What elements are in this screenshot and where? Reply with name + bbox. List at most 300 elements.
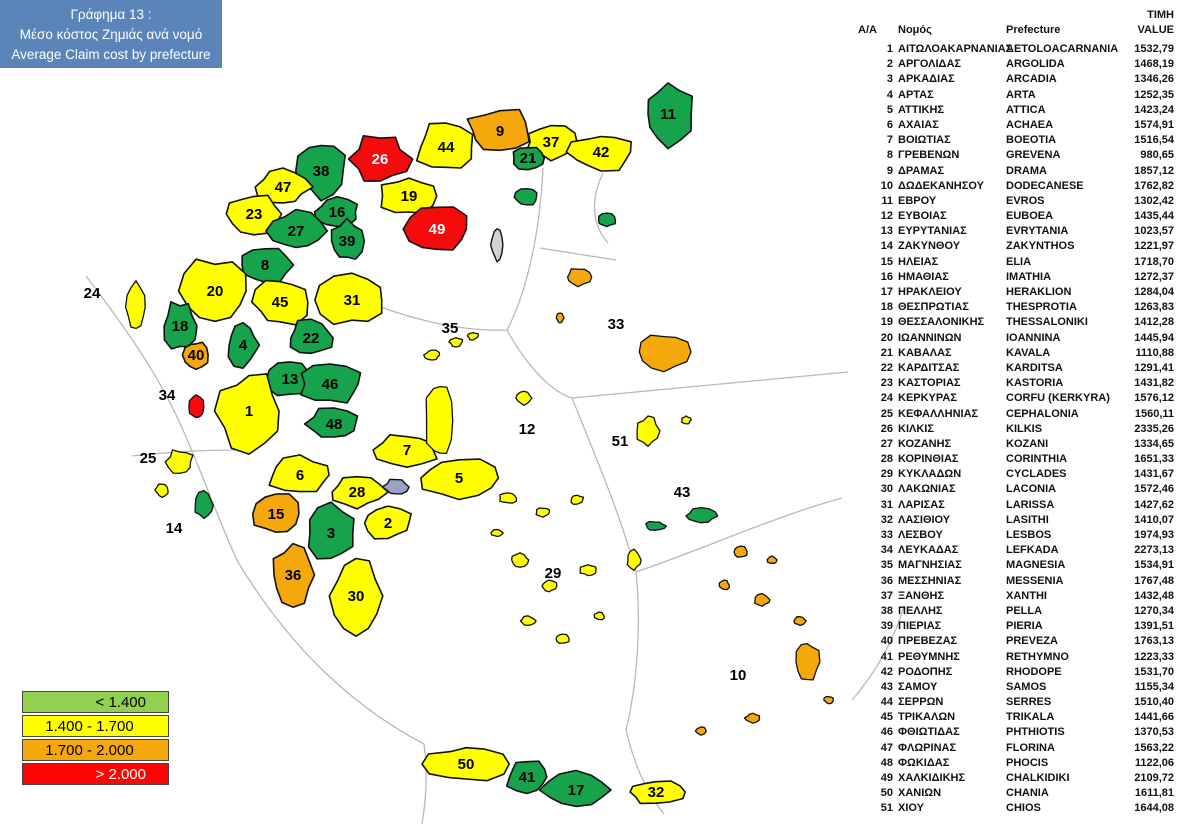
table-cell: 30 bbox=[880, 483, 893, 496]
table-cell: ΠΡΕΒΕΖΑΣ bbox=[898, 635, 958, 648]
table-row bbox=[858, 650, 1174, 665]
island-region-34 bbox=[189, 395, 204, 418]
table-cell: 45 bbox=[880, 711, 893, 724]
table-cell: 16 bbox=[880, 270, 893, 283]
table-row bbox=[858, 361, 1174, 376]
table-cell: ΚΑΣΤΟΡΙΑΣ bbox=[898, 377, 961, 390]
table-row bbox=[858, 255, 1174, 270]
table-cell: ΑΡΓΟΛΙΔΑΣ bbox=[898, 58, 961, 71]
table-cell: 1431,67 bbox=[1134, 468, 1174, 481]
table-cell: PIERIA bbox=[1006, 620, 1043, 633]
region-label-39: 39 bbox=[338, 233, 356, 250]
table-row bbox=[858, 331, 1174, 346]
table-row bbox=[858, 133, 1174, 148]
table-cell: 7 bbox=[886, 134, 893, 147]
table-cell: BOEOTIA bbox=[1006, 134, 1057, 147]
table-cell: ΤΡΙΚΑΛΩΝ bbox=[898, 711, 956, 724]
region-label-8: 8 bbox=[260, 257, 270, 274]
table-cell: 1302,42 bbox=[1134, 194, 1174, 207]
table-cell: PHTHIOTIS bbox=[1006, 726, 1065, 739]
table-cell: EUBOEA bbox=[1006, 210, 1054, 223]
table-cell: ΚΟΡΙΝΘΙΑΣ bbox=[898, 453, 959, 466]
table-cell: KAVALA bbox=[1006, 346, 1051, 359]
table-cell: 35 bbox=[880, 559, 893, 572]
region-label-36: 36 bbox=[284, 567, 302, 584]
island-region-33 bbox=[556, 313, 564, 323]
table-cell: 1391,51 bbox=[1134, 620, 1174, 633]
table-row bbox=[858, 300, 1174, 315]
table-cell: ΧΙΟΥ bbox=[898, 802, 924, 815]
table-cell: 26 bbox=[880, 422, 893, 435]
table-cell: EVRYTANIA bbox=[1006, 225, 1069, 238]
table-cell: ΡΕΘΥΜΝΗΣ bbox=[898, 650, 960, 663]
table-cell: 17 bbox=[880, 286, 893, 298]
table-cell: PHOCIS bbox=[1006, 756, 1049, 769]
table-cell: ΚΕΦΑΛΛΗΝΙΑΣ bbox=[898, 407, 979, 420]
table-row bbox=[858, 695, 1174, 710]
table-row bbox=[858, 710, 1174, 725]
table-row bbox=[858, 482, 1174, 497]
table-cell: 14 bbox=[880, 240, 893, 253]
table-header bbox=[858, 23, 1174, 38]
region-label-30: 30 bbox=[347, 588, 365, 605]
table-cell: ΔΡΑΜΑΣ bbox=[898, 164, 945, 177]
table-cell: ΣΑΜΟΥ bbox=[898, 680, 938, 693]
table-row bbox=[858, 665, 1174, 680]
table-cell: EVROS bbox=[1006, 194, 1045, 207]
table-row bbox=[858, 589, 1174, 604]
table-cell: 1284,04 bbox=[1134, 286, 1174, 298]
table-row bbox=[858, 315, 1174, 330]
table-cell: 1334,65 bbox=[1134, 437, 1174, 450]
table-cell: ΕΥΡΥΤΑΝΙΑΣ bbox=[898, 225, 967, 238]
table-row bbox=[858, 346, 1174, 361]
table-cell: LARISSA bbox=[1006, 498, 1055, 511]
legend-item: 1.700 - 2.000 bbox=[22, 739, 169, 761]
table-row bbox=[858, 209, 1174, 224]
table-cell: ΠΙΕΡΙΑΣ bbox=[898, 620, 942, 633]
island-region-51 bbox=[682, 416, 692, 424]
table-cell: KASTORIA bbox=[1006, 377, 1064, 390]
table-cell: 43 bbox=[880, 680, 893, 693]
table-cell: ΜΕΣΣΗΝΙΑΣ bbox=[898, 574, 962, 587]
island-region-29 bbox=[512, 553, 529, 567]
region-label-48: 48 bbox=[325, 416, 343, 433]
table-cell: ΓΡΕΒΕΝΩΝ bbox=[898, 149, 960, 162]
prefecture-table-body bbox=[858, 42, 1174, 817]
table-row bbox=[858, 528, 1174, 543]
sea-boundary-line bbox=[540, 248, 616, 260]
table-cell: LEFKADA bbox=[1006, 544, 1059, 557]
island-region-29 bbox=[580, 565, 596, 576]
table-cell: 31 bbox=[880, 498, 893, 511]
region-label-31: 31 bbox=[343, 292, 361, 309]
table-cell: 28 bbox=[880, 453, 893, 466]
region-label-26: 26 bbox=[371, 151, 389, 168]
table-cell: 2109,72 bbox=[1134, 772, 1174, 784]
table-cell: SERRES bbox=[1006, 696, 1052, 709]
table-cell: 44 bbox=[880, 696, 893, 709]
table-cell: 2273,13 bbox=[1134, 544, 1174, 557]
map-regions bbox=[126, 83, 834, 807]
table-cell: 8 bbox=[886, 149, 893, 162]
table-cell: LESBOS bbox=[1006, 529, 1052, 541]
table-cell: ARGOLIDA bbox=[1006, 58, 1065, 71]
table-cell: 1252,35 bbox=[1134, 88, 1174, 101]
table-cell: ΧΑΛΚΙΔΙΚΗΣ bbox=[898, 772, 966, 784]
table-cell: 18 bbox=[880, 301, 893, 314]
island-region-25 bbox=[155, 484, 168, 497]
table-cell: 38 bbox=[880, 604, 893, 617]
table-cell: 1291,41 bbox=[1134, 361, 1174, 374]
island-region-35 bbox=[467, 333, 478, 340]
table-cell: ARCADIA bbox=[1006, 73, 1057, 86]
table-cell: 1445,94 bbox=[1134, 331, 1174, 344]
table-cell: ARTA bbox=[1006, 88, 1036, 101]
island-region-10 bbox=[824, 697, 834, 704]
table-cell: TRIKALA bbox=[1006, 711, 1055, 724]
legend-item: < 1.400 bbox=[22, 691, 169, 713]
region-label-44: 44 bbox=[437, 139, 455, 156]
region-label-11: 11 bbox=[660, 106, 676, 123]
table-cell: 1 bbox=[886, 43, 893, 55]
table-cell: RETHYMNO bbox=[1006, 650, 1069, 663]
region-label-18: 18 bbox=[171, 318, 189, 335]
table-cell: 37 bbox=[880, 589, 893, 602]
sea-boundary-line bbox=[594, 173, 608, 243]
table-cell: 1563,22 bbox=[1134, 741, 1174, 754]
table-cell: ATTICA bbox=[1006, 103, 1046, 116]
table-cell: CORFU (KERKYRA) bbox=[1006, 392, 1110, 405]
table-cell: ΕΥΒΟΙΑΣ bbox=[898, 210, 947, 223]
region-label-28: 28 bbox=[348, 484, 366, 501]
table-cell: CHANIA bbox=[1006, 787, 1049, 800]
table-row bbox=[858, 42, 1174, 57]
island-region-10 bbox=[796, 644, 820, 680]
table-cell: XANTHI bbox=[1006, 589, 1047, 602]
table-cell: 46 bbox=[880, 726, 893, 739]
island-region-51 bbox=[637, 416, 660, 446]
table-cell: THESPROTIA bbox=[1006, 301, 1077, 314]
header-nomos: Νομός bbox=[898, 24, 932, 36]
table-cell: FLORINA bbox=[1006, 741, 1055, 754]
table-cell: 1223,33 bbox=[1134, 650, 1174, 663]
island-region-35 bbox=[424, 350, 440, 360]
legend bbox=[22, 691, 169, 785]
table-cell: 50 bbox=[880, 787, 893, 800]
table-cell: 47 bbox=[880, 741, 893, 754]
table-row bbox=[858, 786, 1174, 801]
region-label-12: 12 bbox=[518, 421, 536, 438]
island-region-10 bbox=[755, 594, 770, 607]
table-row bbox=[858, 513, 1174, 528]
table-cell: ΑΙΤΩΛΟΑΚΑΡΝΑΝΙΑΣ bbox=[898, 43, 1013, 55]
table-row bbox=[858, 376, 1174, 391]
table-cell: ΘΕΣΣΑΛΟΝΙΚΗΣ bbox=[898, 316, 985, 329]
prefecture-table bbox=[858, 8, 1174, 817]
island-region-10 bbox=[744, 713, 759, 723]
table-row bbox=[858, 574, 1174, 589]
region-label-4: 4 bbox=[238, 337, 248, 354]
island-region-12 bbox=[516, 391, 532, 405]
table-cell: 2 bbox=[886, 58, 893, 71]
table-cell: 39 bbox=[880, 620, 893, 633]
island-region-25 bbox=[165, 450, 193, 473]
table-cell: 1611,81 bbox=[1134, 787, 1174, 800]
table-cell: ΗΡΑΚΛΕΙΟΥ bbox=[898, 286, 962, 298]
table-cell: IOANNINA bbox=[1006, 331, 1061, 344]
table-cell: 1644,08 bbox=[1134, 802, 1174, 815]
table-cell: 1431,82 bbox=[1134, 377, 1174, 390]
table-cell: 1767,48 bbox=[1134, 574, 1174, 587]
region-label-5: 5 bbox=[454, 470, 464, 487]
table-cell: 2335,26 bbox=[1134, 422, 1174, 435]
table-cell: ΡΟΔΟΠΗΣ bbox=[898, 665, 953, 678]
table-cell: CHALKIDIKI bbox=[1006, 772, 1070, 784]
table-cell: ΑΡΚΑΔΙΑΣ bbox=[898, 73, 955, 86]
table-cell: 19 bbox=[880, 316, 893, 329]
table-cell: ΧΑΝΙΩΝ bbox=[898, 787, 942, 800]
title-line-1: Γράφημα 13 : bbox=[70, 7, 152, 22]
island-region-14 bbox=[195, 491, 213, 519]
region-label-21: 21 bbox=[519, 150, 537, 167]
island-region-24 bbox=[126, 281, 146, 329]
table-cell: 20 bbox=[880, 331, 893, 344]
table-row bbox=[858, 57, 1174, 72]
table-cell: ΛΕΥΚΑΔΑΣ bbox=[898, 544, 959, 557]
table-cell: MESSENIA bbox=[1006, 574, 1064, 587]
table-row bbox=[858, 103, 1174, 118]
title-box bbox=[0, 0, 222, 68]
title-line-2: Μέσο κόστος Ζημιάς ανά νομό bbox=[19, 27, 203, 42]
island-region-10 bbox=[719, 580, 729, 590]
header-value-line2: VALUE bbox=[1137, 24, 1174, 36]
samothrace-island bbox=[599, 213, 616, 227]
table-cell: 1270,34 bbox=[1134, 604, 1174, 617]
table-cell: SAMOS bbox=[1006, 680, 1047, 693]
table-row bbox=[858, 270, 1174, 285]
table-cell: 1272,37 bbox=[1134, 270, 1174, 283]
table-cell: 1110,88 bbox=[1135, 346, 1174, 359]
table-cell: 1441,66 bbox=[1134, 711, 1174, 724]
table-row bbox=[858, 452, 1174, 467]
region-label-33: 33 bbox=[607, 316, 625, 333]
table-cell: DODECANESE bbox=[1006, 179, 1084, 192]
table-cell: ΚΑΡΔΙΤΣΑΣ bbox=[898, 361, 960, 374]
table-row bbox=[858, 164, 1174, 179]
table-row bbox=[858, 118, 1174, 133]
region-label-3: 3 bbox=[326, 525, 336, 542]
region-label-43: 43 bbox=[673, 484, 691, 501]
table-cell: ΚΕΡΚΥΡΑΣ bbox=[898, 392, 957, 405]
table-cell: 4 bbox=[886, 88, 893, 101]
table-cell: 1410,07 bbox=[1134, 513, 1174, 526]
legend-item: > 2.000 bbox=[22, 763, 169, 785]
table-row bbox=[858, 194, 1174, 209]
table-cell: 40 bbox=[880, 635, 893, 648]
region-label-17: 17 bbox=[567, 782, 585, 799]
table-cell: 42 bbox=[880, 665, 893, 678]
region-label-19: 19 bbox=[400, 188, 418, 205]
island-region-29 bbox=[491, 530, 503, 537]
table-cell: 1718,70 bbox=[1134, 255, 1174, 268]
table-row bbox=[858, 422, 1174, 437]
table-cell: ZAKYNTHOS bbox=[1006, 240, 1075, 253]
table-cell: 1531,70 bbox=[1134, 665, 1174, 678]
island-region-12 bbox=[426, 387, 453, 454]
table-row bbox=[858, 224, 1174, 239]
table-cell: ΚΑΒΑΛΑΣ bbox=[898, 346, 952, 359]
table-cell: ΛΑΡΙΣΑΣ bbox=[898, 498, 945, 511]
table-cell: 10 bbox=[880, 179, 893, 192]
table-cell: 1412,28 bbox=[1134, 316, 1174, 329]
region-label-24: 24 bbox=[83, 285, 101, 302]
table-cell: 32 bbox=[880, 513, 893, 526]
table-cell: PREVEZA bbox=[1006, 635, 1058, 648]
island-region-29 bbox=[500, 493, 517, 503]
table-cell: 1574,91 bbox=[1134, 118, 1174, 131]
table-cell: 1572,46 bbox=[1134, 483, 1174, 496]
table-cell: ΣΕΡΡΩΝ bbox=[898, 696, 944, 709]
region-label-50: 50 bbox=[457, 756, 475, 773]
region-label-46: 46 bbox=[321, 376, 339, 393]
region-label-41: 41 bbox=[518, 769, 536, 786]
legend-item: 1.400 - 1.700 bbox=[22, 715, 169, 737]
table-cell: MAGNESIA bbox=[1006, 559, 1066, 572]
island-region-29 bbox=[520, 616, 536, 626]
table-cell: 13 bbox=[880, 225, 893, 238]
table-row bbox=[858, 467, 1174, 482]
region-label-45: 45 bbox=[271, 294, 289, 311]
table-cell: ΙΩΑΝΝΙΝΩΝ bbox=[898, 331, 962, 344]
table-cell: 980,65 bbox=[1140, 149, 1174, 162]
table-cell: HERAKLION bbox=[1006, 286, 1072, 298]
table-row bbox=[858, 239, 1174, 254]
table-cell: 1468,19 bbox=[1134, 58, 1174, 71]
table-cell: 1023,57 bbox=[1134, 225, 1174, 238]
table-cell: LACONIA bbox=[1006, 483, 1057, 496]
table-cell: ΕΒΡΟΥ bbox=[898, 194, 937, 207]
island-region-43 bbox=[686, 508, 718, 523]
island-region-43 bbox=[646, 522, 667, 531]
table-row bbox=[858, 604, 1174, 619]
table-row bbox=[858, 179, 1174, 194]
table-cell: 1762,82 bbox=[1134, 179, 1174, 192]
table-cell: 3 bbox=[886, 73, 893, 86]
table-cell: 25 bbox=[880, 407, 893, 420]
table-cell: 1857,12 bbox=[1134, 164, 1174, 177]
table-cell: 22 bbox=[880, 361, 893, 374]
title-line-3: Average Claim cost by prefecture bbox=[11, 47, 211, 62]
table-row bbox=[858, 285, 1174, 300]
table-cell: ΛΕΣΒΟΥ bbox=[898, 529, 943, 541]
table-cell: 24 bbox=[880, 392, 893, 405]
table-cell: ΘΕΣΠΡΩΤΙΑΣ bbox=[898, 301, 969, 314]
region-label-14: 14 bbox=[165, 520, 183, 537]
table-row bbox=[858, 148, 1174, 163]
table-cell: 1370,53 bbox=[1134, 726, 1174, 739]
athos-peninsula bbox=[491, 229, 503, 262]
table-cell: CEPHALONIA bbox=[1006, 407, 1079, 420]
region-label-51: 51 bbox=[611, 433, 629, 450]
table-cell: 1155,34 bbox=[1134, 680, 1174, 693]
table-cell: 1974,93 bbox=[1134, 529, 1174, 541]
island-region-29 bbox=[571, 495, 583, 504]
table-cell: KOZANI bbox=[1006, 437, 1049, 450]
table-cell: 1263,83 bbox=[1134, 301, 1174, 314]
island-region-33 bbox=[568, 269, 592, 287]
table-row bbox=[858, 407, 1174, 422]
table-cell: ΛΑΚΩΝΙΑΣ bbox=[898, 483, 956, 496]
table-cell: CORINTHIA bbox=[1006, 453, 1068, 466]
header-value-line1: ΤΙΜΗ bbox=[1147, 9, 1174, 21]
sea-boundary-line bbox=[507, 330, 638, 730]
table-row bbox=[858, 88, 1174, 103]
table-cell: 11 bbox=[881, 194, 893, 207]
table-cell: 29 bbox=[880, 468, 893, 481]
region-label-1: 1 bbox=[244, 403, 254, 420]
table-cell: 27 bbox=[880, 437, 893, 450]
island-region-29 bbox=[594, 612, 604, 620]
table-cell: 36 bbox=[880, 574, 893, 587]
table-cell: 48 bbox=[880, 756, 893, 769]
table-cell: ΜΑΓΝΗΣΙΑΣ bbox=[898, 559, 962, 572]
table-cell: 49 bbox=[880, 772, 893, 784]
table-cell: 1432,48 bbox=[1134, 589, 1174, 602]
island-region-10 bbox=[734, 546, 747, 557]
table-cell: 5 bbox=[886, 103, 893, 116]
table-cell: 1427,62 bbox=[1134, 498, 1174, 511]
table-cell: ACHAEA bbox=[1006, 118, 1054, 131]
table-cell: ΗΜΑΘΙΑΣ bbox=[898, 270, 949, 283]
table-cell: 1560,11 bbox=[1134, 407, 1174, 420]
region-label-2: 2 bbox=[383, 515, 393, 532]
table-cell: ΛΑΣΙΘΙΟΥ bbox=[898, 513, 951, 526]
table-cell: KARDITSA bbox=[1006, 361, 1063, 374]
table-cell: ΦΩΚΙΔΑΣ bbox=[898, 756, 950, 769]
table-cell: 15 bbox=[880, 255, 893, 268]
table-cell: LASITHI bbox=[1006, 513, 1049, 526]
table-cell: GREVENA bbox=[1006, 149, 1061, 162]
table-row bbox=[858, 72, 1174, 87]
table-cell: DRAMA bbox=[1006, 164, 1047, 177]
table-cell: 1516,54 bbox=[1134, 134, 1174, 147]
table-cell: KILKIS bbox=[1006, 422, 1043, 435]
region-label-35: 35 bbox=[441, 320, 459, 337]
table-row bbox=[858, 558, 1174, 573]
table-row bbox=[858, 725, 1174, 740]
region-label-32: 32 bbox=[647, 784, 665, 801]
table-cell: 6 bbox=[886, 118, 893, 131]
table-cell: ΗΛΕΙΑΣ bbox=[898, 255, 939, 268]
table-cell: 33 bbox=[880, 529, 893, 541]
region-label-16: 16 bbox=[328, 204, 346, 221]
header-prefecture: Prefecture bbox=[1006, 24, 1061, 36]
table-cell: AETOLOACARNANIA bbox=[1006, 43, 1119, 55]
island-region-29 bbox=[627, 549, 641, 570]
table-row bbox=[858, 771, 1174, 786]
table-cell: ELIA bbox=[1006, 255, 1032, 268]
region-label-13: 13 bbox=[281, 371, 299, 388]
table-cell: 9 bbox=[886, 164, 893, 177]
table-cell: 1763,13 bbox=[1134, 635, 1174, 648]
table-row bbox=[858, 498, 1174, 513]
region-label-38: 38 bbox=[312, 163, 330, 180]
region-label-9: 9 bbox=[495, 123, 505, 140]
table-cell: 51 bbox=[880, 802, 893, 815]
region-label-10: 10 bbox=[729, 667, 747, 684]
table-row bbox=[858, 437, 1174, 452]
